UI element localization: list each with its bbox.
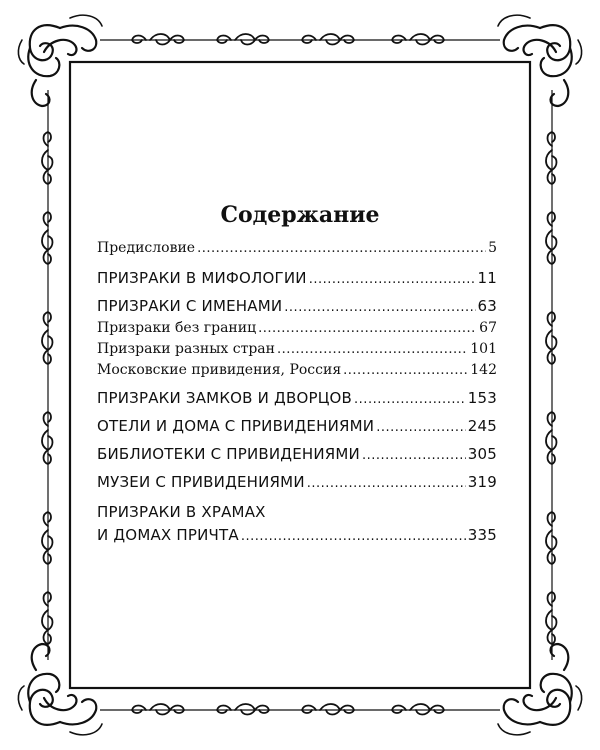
leader-dots bbox=[277, 342, 468, 357]
toc-entry-first-line[interactable] bbox=[97, 503, 497, 521]
toc-entry[interactable] bbox=[97, 362, 497, 378]
toc-entry-title: ПРИЗРАКИ ЗАМКОВ И ДВОРЦОВ bbox=[97, 389, 353, 407]
leader-dots bbox=[307, 476, 466, 491]
leader-dots bbox=[362, 448, 466, 463]
toc-entry-title-line2: И ДОМАХ ПРИЧТА bbox=[97, 526, 239, 544]
toc-title: Содержание bbox=[220, 202, 380, 228]
leader-dots bbox=[354, 392, 466, 407]
toc-entry-title: ПРИЗРАКИ В МИФОЛОГИИ bbox=[97, 269, 307, 287]
leader-dots bbox=[309, 272, 476, 287]
toc-entry-title: Предисловие bbox=[97, 240, 196, 256]
toc-entry[interactable] bbox=[97, 389, 497, 407]
toc-entry-title: ОТЕЛИ И ДОМА С ПРИВИДЕНИЯМИ bbox=[97, 417, 375, 435]
leader-dots bbox=[197, 241, 486, 256]
toc-entry-page: 142 bbox=[470, 362, 497, 378]
toc-entry[interactable] bbox=[97, 473, 497, 491]
toc-entry-page: 305 bbox=[467, 445, 497, 463]
leader-dots bbox=[241, 529, 466, 544]
toc-entry-page: 319 bbox=[467, 473, 497, 491]
toc-entry[interactable] bbox=[97, 526, 497, 544]
toc-entry[interactable] bbox=[97, 297, 497, 315]
leader-dots bbox=[343, 363, 468, 378]
leader-dots bbox=[284, 300, 475, 315]
leader-dots bbox=[258, 321, 477, 336]
leader-dots bbox=[376, 420, 466, 435]
toc-entry-title: ПРИЗРАКИ С ИМЕНАМИ bbox=[97, 297, 283, 315]
toc-entry-title-line1: ПРИЗРАКИ В ХРАМАХ bbox=[97, 503, 266, 521]
toc-entry-title: Призраки без границ bbox=[97, 320, 257, 336]
toc-entry-title: МУЗЕИ С ПРИВИДЕНИЯМИ bbox=[97, 473, 305, 491]
toc-entry[interactable] bbox=[97, 269, 497, 287]
toc-entry[interactable] bbox=[97, 341, 497, 357]
toc-entry[interactable] bbox=[97, 240, 497, 256]
toc-entry[interactable] bbox=[97, 417, 497, 435]
toc-entry-page: 63 bbox=[477, 297, 497, 315]
toc-entry-page: 11 bbox=[477, 269, 497, 287]
toc-entry-page: 5 bbox=[488, 240, 497, 256]
toc-entry-page: 101 bbox=[470, 341, 497, 357]
toc-entry-page: 153 bbox=[467, 389, 497, 407]
toc-entry-title: БИБЛИОТЕКИ С ПРИВИДЕНИЯМИ bbox=[97, 445, 360, 463]
toc-entry-page: 67 bbox=[479, 320, 497, 336]
toc-entry-page: 335 bbox=[467, 526, 497, 544]
toc-entry-page: 245 bbox=[467, 417, 497, 435]
toc-entry[interactable] bbox=[97, 445, 497, 463]
toc-entry-title: Призраки разных стран bbox=[97, 341, 275, 357]
toc-entry-title: Московские привидения, Россия bbox=[97, 362, 342, 378]
toc-entry[interactable] bbox=[97, 320, 497, 336]
